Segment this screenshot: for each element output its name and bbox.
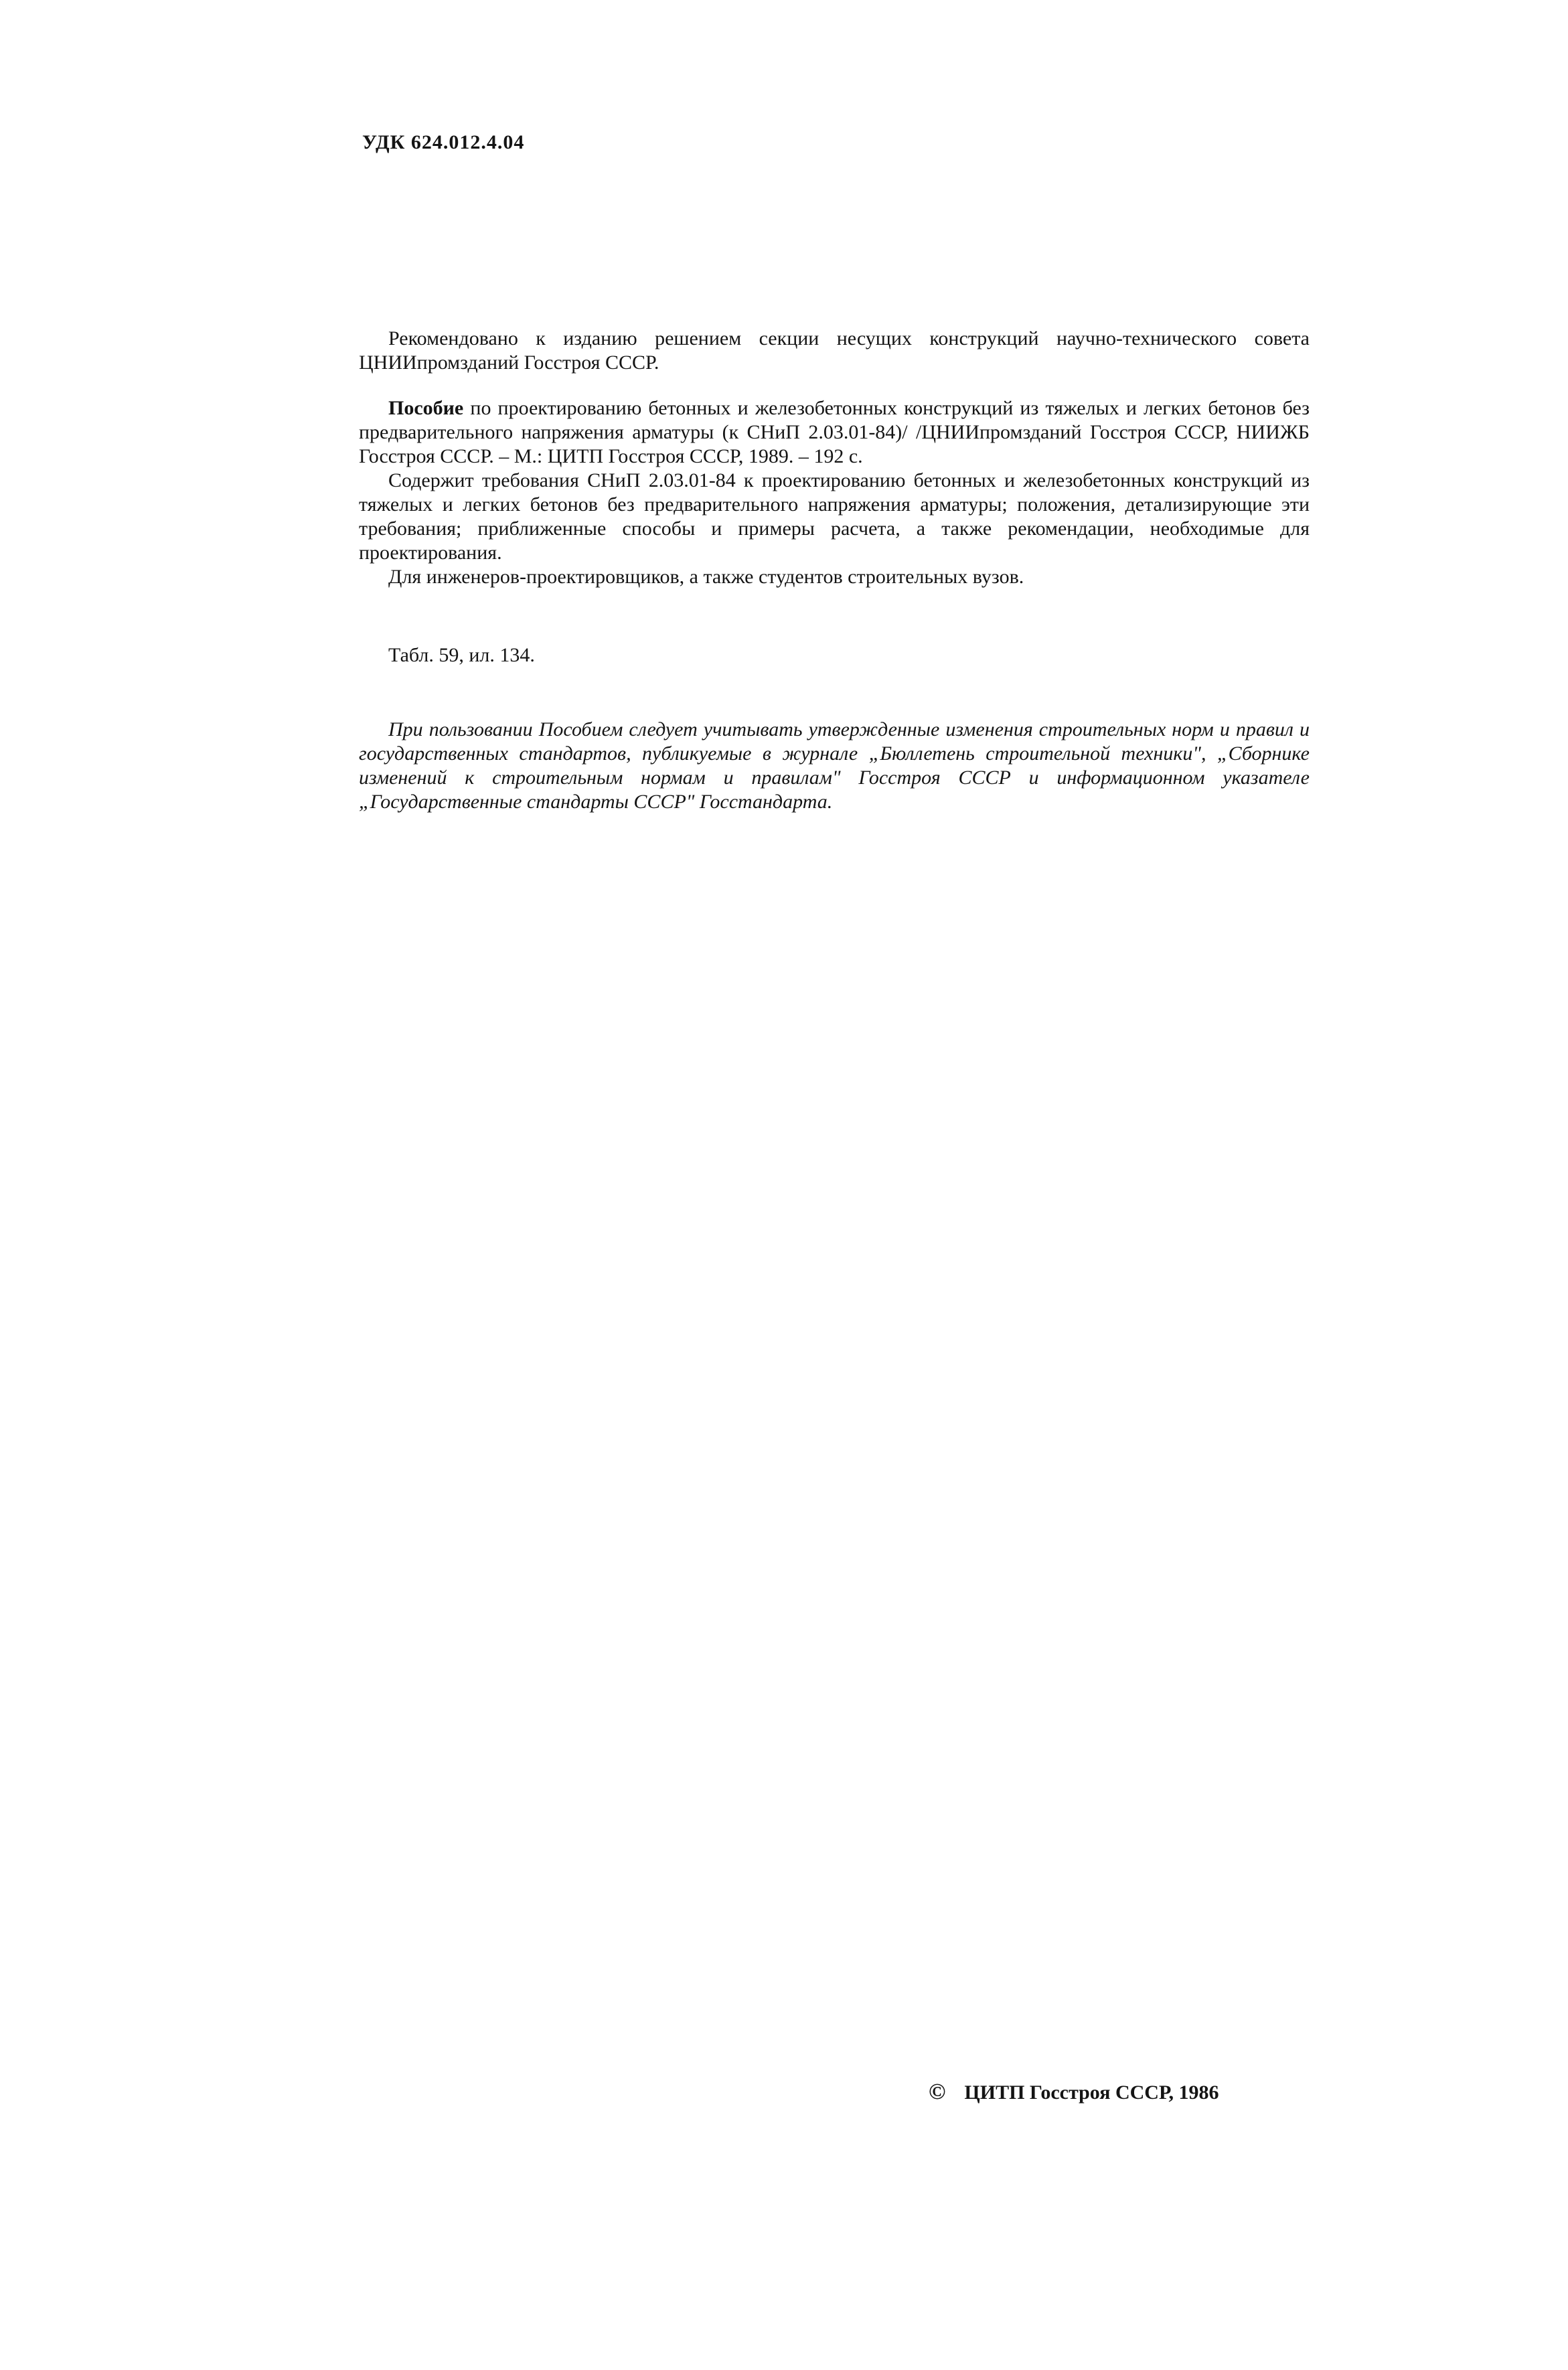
bibliography-title: Пособие (388, 397, 464, 419)
bibliography-text: по проектированию бетонных и железобетонных конструкций из тяжелых и легких бетонов без предварительного напряжения арматуры (к СНиП 2.03.01-84)/ /ЦНИИпромзданий Госстроя СССР, НИИЖБ Госстроя СССР. – М.: ЦИТП Госстроя СССР, 1989. – 192 с. (359, 397, 1310, 467)
tables-figures-count: Табл. 59, ил. 134. (388, 644, 535, 666)
contents-summary: Содержит требования СНиП 2.03.01-84 к проектированию бетонных и железобетонных конструкций из тяжелых и легких бетонов без предварительного напряжения арматуры; положения, детализирующие эти требования; приближенные способы и примеры расчета, а также рекомендации, необходимые для проектирования. (359, 469, 1310, 564)
recommendation-paragraph (359, 327, 1310, 375)
usage-note-text: При пользовании Пособием следует учитывать утвержденные изменения строительных норм и правил и государственных стандартов, публикуемые в журнале „Бюллетень строительной техники", „Сборнике изменений к строительным нормам и правилам" Госстроя СССР и информационном указателе „Государственные стандарты СССР" Госстандарта. (359, 718, 1310, 813)
copyright-icon: © (929, 2079, 946, 2104)
audience-statement: Для инженеров-проектировщиков, а также студентов строительных вузов. (388, 566, 1024, 588)
udk-code: УДК 624.012.4.04 (362, 131, 525, 153)
recommendation-text: Рекомендовано к изданию решением секции несущих конструкций научно-технического совета ЦНИИпромзданий Госстроя СССР. (359, 327, 1310, 374)
usage-note (359, 718, 1310, 814)
copyright-text: ЦИТП Госстроя СССР, 1986 (964, 2081, 1219, 2104)
copyright-line (929, 2079, 1219, 2105)
bibliography-entry (359, 396, 1310, 469)
bibliographic-description (359, 396, 1310, 589)
